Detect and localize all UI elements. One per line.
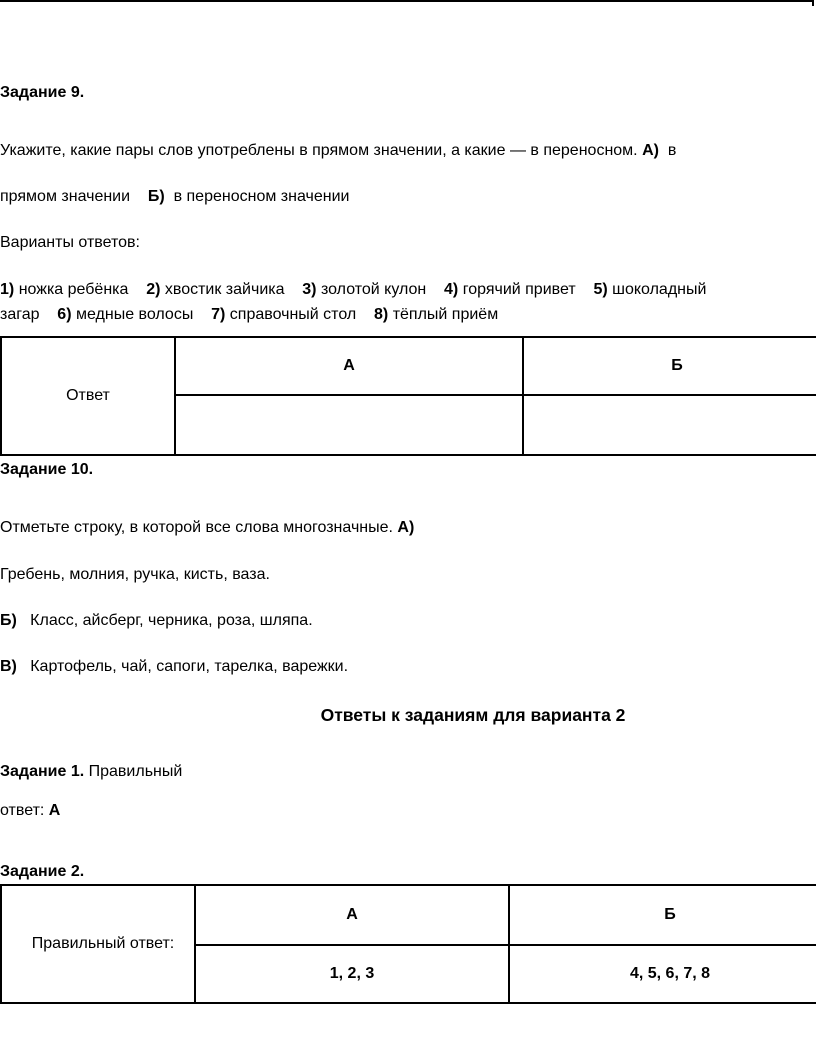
task9-label-a: А) [642,142,659,159]
option-text: загар [0,306,40,323]
option-text: хвостик зайчика [164,281,285,298]
task10-title: Задание 10. [0,461,94,478]
answer2-row-label: Правильный ответ: [1,885,195,1003]
answer-row-label: Ответ [1,337,175,455]
option-text: горячий привет [462,281,576,298]
option-text: золотой кулон [320,281,427,298]
task9-question-line1 [0,141,676,161]
column-header-b: Б [509,885,816,945]
option-number: 5) [593,281,608,298]
option-text: медные волосы [75,306,194,323]
task9-options-line1 [0,280,706,300]
answer2-cell-a: 1, 2, 3 [195,945,509,1003]
answer1-line1 [0,762,182,782]
answer1-text-start: Правильный [88,763,183,780]
task10-label-c: В) [0,658,17,675]
task9-label-b: Б) [147,188,165,205]
task10-option-b [0,611,313,631]
task9-options-line2 [0,305,498,325]
option-text: справочный стол [229,306,357,323]
answers-heading: Ответы к заданиям для варианта 2 [320,705,626,725]
task9-variants-title: Варианты ответов: [0,234,140,251]
option-text: шоколадный [612,281,707,298]
option-number: 8) [374,306,389,323]
task10-text-b: Класс, айсберг, черника, роза, шляпа. [30,612,313,629]
option-number: 4) [444,281,459,298]
answer1-title: Задание 1. [0,763,85,780]
task9-text-b: в переносном значении [173,188,350,205]
answer2-cell-b: 4, 5, 6, 7, 8 [509,945,816,1003]
task9-question-line2 [0,187,349,207]
task9-title: Задание 9. [0,84,85,101]
task10-question-line [0,518,414,538]
column-header-a: А [195,885,509,945]
top-rule-end [812,0,814,6]
answer-cell-a[interactable] [175,395,523,455]
option-text: ножка ребёнка [18,281,129,298]
answer1-value: А [48,802,61,819]
option-number: 3) [302,281,317,298]
task10-text-a: Гребень, молния, ручка, кисть, ваза. [0,566,270,583]
task9-text-a-start: в [667,142,677,159]
column-header-a: А [175,337,523,395]
option-number: 1) [0,281,15,298]
option-number: 7) [211,306,226,323]
answer1-line2 [0,801,60,821]
answer2-table [0,884,816,1004]
answer-cell-b[interactable] [523,395,816,455]
answer2-title: Задание 2. [0,863,85,880]
task10-text-c: Картофель, чай, сапоги, тарелка, варежки. [30,658,349,675]
top-rule [0,0,812,2]
task10-label-a: А) [397,519,415,536]
task9-question: Укажите, какие пары слов употреблены в прямом значении, а какие — в переносном. [0,142,638,159]
task10-label-b: Б) [0,612,17,629]
task9-text-a-end: прямом значении [0,188,131,205]
option-number: 6) [57,306,72,323]
task9-answer-table [0,336,816,456]
option-text: тёплый приём [392,306,499,323]
option-number: 2) [146,281,161,298]
task10-option-c [0,657,348,677]
task10-question: Отметьте строку, в которой все слова многозначные. [0,519,393,536]
column-header-b: Б [523,337,816,395]
answer1-text-end: ответ: [0,802,45,819]
